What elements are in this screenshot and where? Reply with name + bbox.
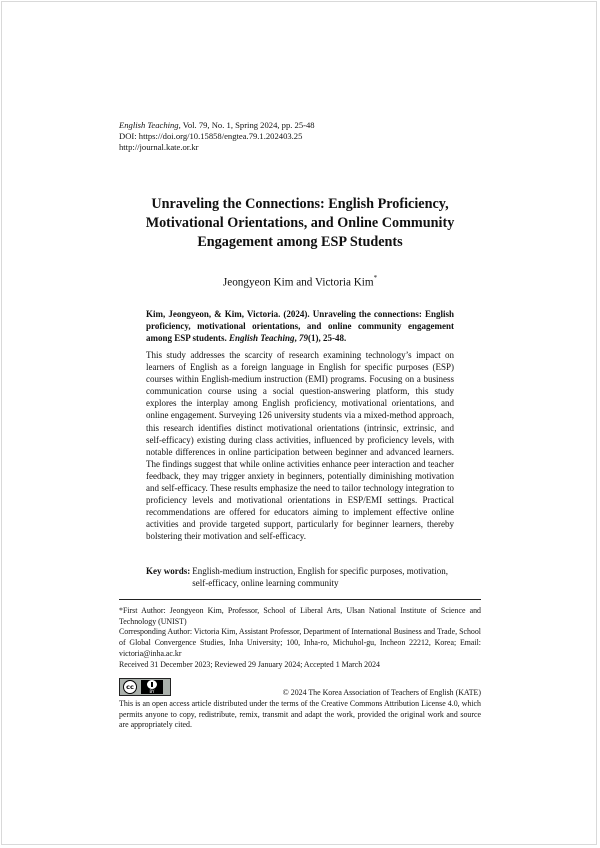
keywords-label: Key words: [146, 566, 191, 576]
journal-issue: , Vol. 79, No. 1, Spring 2024, pp. 25-48 [178, 120, 315, 130]
abstract: This study addresses the scarcity of research examining technology’s impact on learners of English as a foreign language in English for specific purposes (ESP) courses within English-medium instruction (EMI) programs. Focusing on a business communication course using a social question-answering platform, this study explores the interplay among English proficiency, motivational orientations, and online engagement. Surveying 126 university students via a mixed-method approach, this research identifies distinct motivational orientations (intrinsic, extrinsic, and self-efficacy) existing during class activities, influenced by proficiency levels, with notable differences in online participation between beginner and advanced learners. The findings suggest that while online activities enhance peer interaction and teacher feedback, they may trigger anxiety in beginners, potentially diminishing motivation and self-efficacy. These results emphasize the need to tailor technology integration to proficiency levels and motivational orientations in ESP/EMI settings. Practical recommendations are offered for educators aiming to implement effective online activities and provide targeted support, particularly for beginner learners, thereby bolstering their motivation and self-efficacy. [146, 350, 454, 542]
creative-commons-by-icon[interactable] [119, 678, 171, 696]
license-text: This is an open access article distributed under the terms of the Creative Commons Attribution License 4.0, which permits anyone to copy, redistribute, remix, transmit and adapt the work, provided the original work and source are appropriately cited. [119, 699, 481, 730]
by-icon [141, 680, 163, 694]
citation-journal: English Teaching [229, 333, 295, 343]
article-title [119, 195, 481, 252]
footnote-divider [119, 599, 481, 600]
author-footnote-mark: * [373, 274, 378, 282]
received-dates: Received 31 December 2023; Reviewed 29 January 2024; Accepted 1 March 2024 [119, 659, 380, 669]
title-line-1: Unraveling the Connections: English Proficiency, [151, 196, 449, 212]
title-line-2: Motivational Orientations, and Online Community [145, 215, 455, 231]
title-line-3: Engagement among ESP Students [197, 234, 403, 250]
keywords-text: English-medium instruction, English for specific purposes, motivation, self-efficacy, online learning community [192, 566, 448, 588]
footnotes [119, 606, 481, 670]
journal-name: English Teaching [119, 120, 179, 130]
citation-volume-sep: , [294, 333, 299, 343]
citation-rest: (1), 25-48. [307, 333, 347, 343]
article-citation [146, 308, 454, 344]
journal-url[interactable]: http://journal.kate.or.kr [119, 142, 199, 152]
cc-logo-icon: cc [123, 680, 137, 694]
author-line [119, 275, 481, 289]
corresponding-author-note: Corresponding Author: Victoria Kim, Assistant Professor, Department of International Business and Trade, School of Global Convergence Studies, Inha University; 100, Inha-ro, Michuhol-gu, Incheon 22212, Korea; Email: victoria@inha.ac.kr [119, 627, 481, 658]
person-icon [147, 680, 157, 689]
copyright-notice: © 2024 The Korea Association of Teachers of English (KATE) [282, 688, 481, 697]
journal-citation-line [119, 120, 315, 131]
by-label: BY [149, 689, 155, 694]
doi-line[interactable]: DOI: https://doi.org/10.15858/engtea.79.1.202403.25 [119, 131, 303, 141]
first-author-note: *First Author: Jeongyeon Kim, Professor, School of Liberal Arts, Ulsan National Institute of Science and Technology (UNIST) [119, 606, 481, 626]
citation-text: Kim, Jeongyeon, & Kim, Victoria. (2024). Unraveling the connections: English proficiency, motivational orientations, and online community engagement among ESP students. [146, 309, 454, 343]
citation-volume: 79 [298, 333, 308, 343]
keywords [146, 565, 458, 589]
journal-header [119, 120, 315, 153]
author-names: Jeongyeon Kim and Victoria Kim [222, 276, 374, 289]
